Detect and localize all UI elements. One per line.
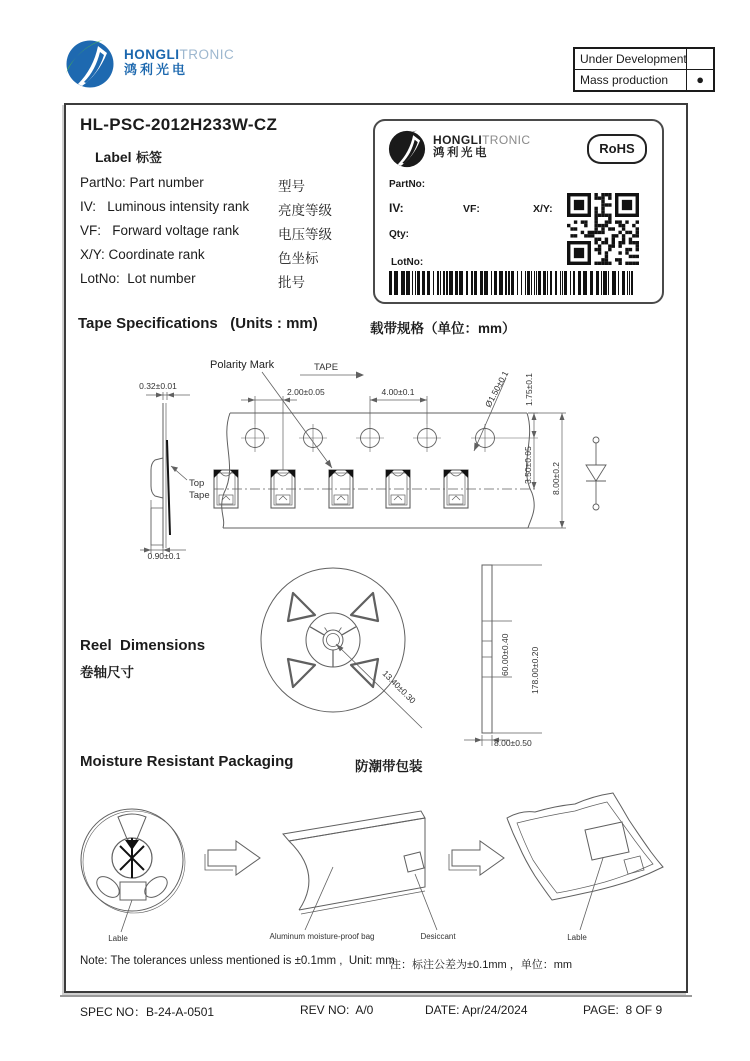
hongli-logo-dark-icon: [387, 129, 427, 169]
reel-heading-cn: 卷轴尺寸: [80, 665, 134, 680]
dim-reel-width: 8.00±0.50: [494, 738, 532, 748]
packaging-heading-cn: 防潮带包装: [355, 759, 423, 774]
reel-drawing: [250, 560, 680, 748]
field-iv: IV:: [389, 201, 404, 215]
tape-heading-en: Tape Specifications (Units : mm): [78, 315, 318, 332]
dim-pocket-pitch: 2.00±0.05: [287, 387, 325, 397]
reel-side-view: [464, 565, 542, 748]
sprocket-holes: [241, 424, 538, 452]
packaging-drawing: [75, 790, 684, 955]
def-row-cn: 亮度等级: [278, 203, 332, 218]
status-row-mass-production: [575, 69, 713, 90]
sealed-pouch: [507, 793, 663, 942]
reel-label-rect: [120, 882, 146, 900]
barcode: [389, 271, 639, 295]
field-lotno: LotNo:: [391, 257, 424, 268]
footer-spec-no: SPEC NO：B-24-A-0501: [80, 1005, 215, 1019]
status-label: Under Development: [575, 49, 687, 69]
card-brand-text: [433, 133, 530, 161]
def-row-cn: 电压等级: [278, 227, 332, 242]
dim-reel-diameter: 178.00±0.20: [530, 646, 540, 694]
status-dot: ●: [696, 72, 705, 87]
brand-cn: 鸿利光电: [124, 61, 189, 77]
field-xy: X/Y:: [533, 203, 553, 215]
tolerance-note-cn: 注：标注公差为±0.1mm ，单位：mm: [390, 959, 573, 971]
status-label: Mass production: [575, 70, 687, 90]
label-heading-en: Label: [95, 149, 132, 165]
tape-drawing: [134, 348, 639, 560]
dim-hub-diameter: 13.40±0.30: [380, 668, 418, 706]
label-polarity-mark: Polarity Mark: [210, 359, 275, 371]
arrow-right-icon: [205, 841, 260, 875]
card-brand-secondary: TRONIC: [482, 133, 531, 147]
brand-secondary: TRONIC: [179, 47, 235, 62]
label-top-tape-1: Top: [189, 478, 205, 489]
dim-hole-to-pocket: 3.50±0.05: [523, 446, 533, 484]
label-desiccant: Desiccant: [420, 932, 456, 941]
field-partno: PartNo:: [389, 179, 426, 190]
label-sample-card: [373, 119, 664, 304]
dim-hub-width: 60.00±0.40: [500, 633, 510, 676]
dim-tape-thickness: 0.32±0.01: [139, 381, 177, 391]
dim-tape-width: 8.00±0.2: [551, 461, 561, 495]
tape-side-view: [139, 381, 209, 560]
def-row-cn: 批号: [278, 275, 305, 290]
def-row-cn: 色坐标: [278, 251, 319, 266]
label-tape-direction: TAPE: [314, 362, 339, 373]
card-brand-cn: 鸿利光电: [433, 147, 489, 160]
label-reel-lable: Lable: [108, 934, 128, 943]
field-vf: VF:: [463, 203, 480, 215]
company-logo: [64, 38, 116, 95]
reel-heading-en: Reel Dimensions: [80, 637, 206, 654]
qr-code: [567, 193, 639, 265]
def-row-en: PartNo: Part number: [80, 175, 204, 190]
status-checkbox: [687, 49, 713, 69]
def-row-cn: 型号: [278, 179, 305, 194]
label-section-heading: [95, 147, 162, 167]
dim-hole-pitch: 4.00±0.1: [381, 387, 415, 397]
footer-date: DATE: Apr/24/2024: [425, 1003, 528, 1017]
footer-divider: [60, 995, 692, 997]
card-logo: [387, 129, 427, 174]
dim-pocket-depth: 0.90±0.1: [147, 551, 181, 560]
reel-front-view: [261, 568, 422, 728]
packaging-heading-en: Moisture Resistant Packaging: [80, 753, 294, 770]
label-top-tape-2: Tape: [189, 490, 210, 501]
label-heading-cn: 标签: [136, 150, 163, 165]
label-bag: Aluminum moisture-proof bag: [269, 932, 375, 941]
tolerance-note-en: Note: The tolerances unless mentioned is ±0.1mm , Unit: mm: [80, 955, 395, 967]
footer-rev-no: REV NO: A/0: [300, 1003, 374, 1017]
field-qty: Qty:: [389, 229, 409, 240]
def-row-en: LotNo: Lot number: [80, 271, 196, 286]
desiccant-rect: [404, 852, 424, 872]
def-row-en: X/Y: Coordinate rank: [80, 247, 205, 262]
content-box: [64, 103, 688, 993]
rohs-badge: RoHS: [587, 134, 647, 164]
def-row-en: IV: Luminous intensity rank: [80, 199, 250, 214]
card-brand-primary: HONGLI: [433, 133, 483, 147]
dim-hole-diameter: Ø1.50±0.1: [482, 369, 511, 409]
dim-hole-edge: 1.75±0.1: [524, 372, 534, 406]
def-row-en: VF: Forward voltage rank: [80, 223, 240, 238]
diode-symbol-icon: [586, 437, 606, 510]
tape-heading-cn: 载带规格（单位：mm）: [370, 321, 516, 336]
packed-reel: [81, 809, 185, 943]
brand-primary: HONGLI: [124, 47, 180, 62]
arrow-right-icon: [449, 841, 504, 875]
production-status-table: [573, 47, 715, 92]
hongli-logo-icon: [64, 38, 116, 90]
label-pouch-lable: Lable: [567, 933, 587, 942]
status-row-under-development: [575, 49, 713, 69]
footer-page: PAGE: 8 OF 9: [583, 1003, 663, 1017]
brand-text: [124, 47, 234, 77]
moisture-proof-bag: [270, 811, 457, 941]
pouch-label-rect: [585, 822, 629, 860]
page-title: HL-PSC-2012H233W-CZ: [80, 115, 278, 134]
